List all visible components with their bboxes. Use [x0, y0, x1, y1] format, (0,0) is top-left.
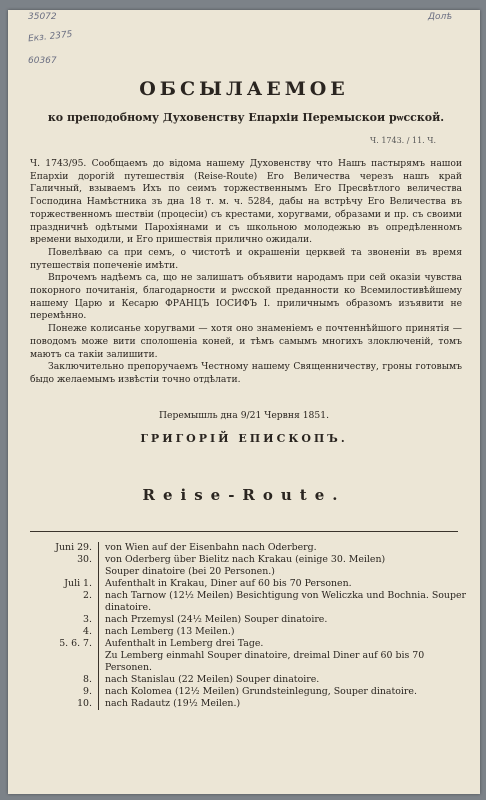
archive-number-note: 35072	[28, 12, 57, 22]
itinerary-text: nach Radautz (19½ Meilen.)	[105, 698, 241, 709]
page-title: ОБСЫЛАЕМОЕ	[139, 78, 349, 100]
itinerary-date: 10.	[30, 698, 99, 710]
date-line: Перемышль дна 9/21 Червня 1851.	[159, 410, 329, 421]
itinerary-date	[30, 566, 99, 578]
itinerary-row	[30, 674, 470, 686]
paragraph: Впрочемъ надѣемъ са, що не залишатъ объявити народамъ при сей оказіи чувства покорного почитанія, благодарности и рѡсской преданности ко Всемилостивѣйшему нашему Царю и Кесарю ФРАНЦЪ ІОСИФЪ І. приличнымъ образомъ изъявити не перемѣнно.	[30, 272, 462, 322]
itinerary-text: Souper dinatoire (bei 20 Personen.)	[105, 566, 275, 577]
paragraph: Ч. 1743/95. Сообщаемъ до відома нашему Духовенству что Нашъ пастырямъ нашои Епархіи дорогій путешествія (Reise-Route) Его Величества черезъ нашъ край Галичный, взываемъ Ихъ по сеимъ торжественнымъ Его Пресвѣтлого величества Господина Намѣстника зъ дна 18 т. м. ч. 5284, дабы на встрѣчу Его Величества въ торжественномъ шествіи (процесіи) съ крестами, хоругвами, образами и пр. съ своими праздничнѣ одѣтыми Парохіянами и съ школьною молодежью въ опредѣленномъ времени выходили, и Его пришествія прилично ожидали.	[30, 158, 462, 246]
itinerary-date: 4.	[30, 626, 99, 638]
itinerary-text: von Oderberg über Bielitz nach Krakau (einige 30. Meilen)	[105, 554, 386, 565]
itinerary-date: 5. 6. 7.	[30, 638, 99, 650]
itinerary-text: Zu Lemberg einmahl Souper dinatoire, dreimal Diner auf 60 bis 70 Personen.	[105, 650, 425, 673]
divider	[30, 531, 458, 532]
itinerary-date: 9.	[30, 686, 99, 698]
page-subtitle: ко преподобному Духовенству Епархіи Перемыскои рѡсской.	[47, 111, 445, 124]
margin-annotation: Ч. 1743. / 11. Ч.	[370, 136, 436, 145]
itinerary-date: 30.	[30, 554, 99, 566]
itinerary-date: Juli 1.	[30, 578, 99, 590]
itinerary-row	[30, 566, 470, 578]
itinerary-row	[30, 542, 470, 554]
itinerary-text: Aufenthalt in Lemberg drei Tage.	[105, 638, 264, 649]
itinerary-table	[30, 542, 470, 710]
copy-number-note: Екз. 2375	[27, 29, 73, 45]
itinerary-row	[30, 554, 470, 566]
itinerary-date: 8.	[30, 674, 99, 686]
itinerary-text: nach Kolomea (12½ Meilen) Grundsteinlegung, Souper dinatoire.	[105, 686, 417, 697]
itinerary-text: nach Lemberg (13 Meilen.)	[105, 626, 235, 637]
paragraph: Заключительно препоручаемъ Честному нашему Священничеству, гроны готовымъ быдо желаемымъ извѣстіи точно отдѣлати.	[30, 361, 462, 385]
itinerary-row	[30, 638, 470, 650]
corner-note: Долѣ	[428, 12, 453, 22]
signature: ГРИГОРІЙ ЕПИСКОПЪ.	[140, 432, 348, 445]
document-page	[8, 10, 480, 794]
itinerary-text: von Wien auf der Eisenbahn nach Oderberg.	[105, 542, 317, 553]
itinerary-row	[30, 578, 470, 590]
route-title: Reise-Route.	[142, 486, 346, 504]
paragraph: Повелѣваю са при семъ, о чистотѣ и окрашеніи церквей та звоненіи въ время путешествія попеченіе имѣти.	[30, 246, 462, 271]
itinerary-row	[30, 590, 470, 614]
itinerary-date: 3.	[30, 614, 99, 626]
itinerary-row	[30, 650, 470, 674]
inventory-number-note: 60367	[28, 56, 57, 66]
itinerary-row	[30, 698, 470, 710]
itinerary-text: nach Tarnow (12½ Meilen) Besichtigung von Weliczka und Bochnia. Souper dinatoire.	[105, 590, 466, 613]
paragraph: Понеже колисанье хоругвами — хотя оно знаменіемъ е почтеннѣйшого принятія — поводомъ може вити сполошеніа коней, и тѣмъ самымъ многихъ злоключеній, томъ маютъ са такіи залишити.	[30, 323, 462, 360]
itinerary-row	[30, 614, 470, 626]
circular-body	[30, 158, 462, 387]
itinerary-date: 2.	[30, 590, 99, 614]
itinerary-date	[30, 650, 99, 674]
itinerary-text: nach Stanislau (22 Meilen) Souper dinatoire.	[105, 674, 320, 685]
itinerary-text: Aufenthalt in Krakau, Diner auf 60 bis 70 Personen.	[105, 578, 352, 589]
itinerary-text: nach Przemysl (24½ Meilen) Souper dinatoire.	[105, 614, 328, 625]
itinerary-row	[30, 686, 470, 698]
itinerary-date: Juni 29.	[30, 542, 99, 554]
itinerary-row	[30, 626, 470, 638]
